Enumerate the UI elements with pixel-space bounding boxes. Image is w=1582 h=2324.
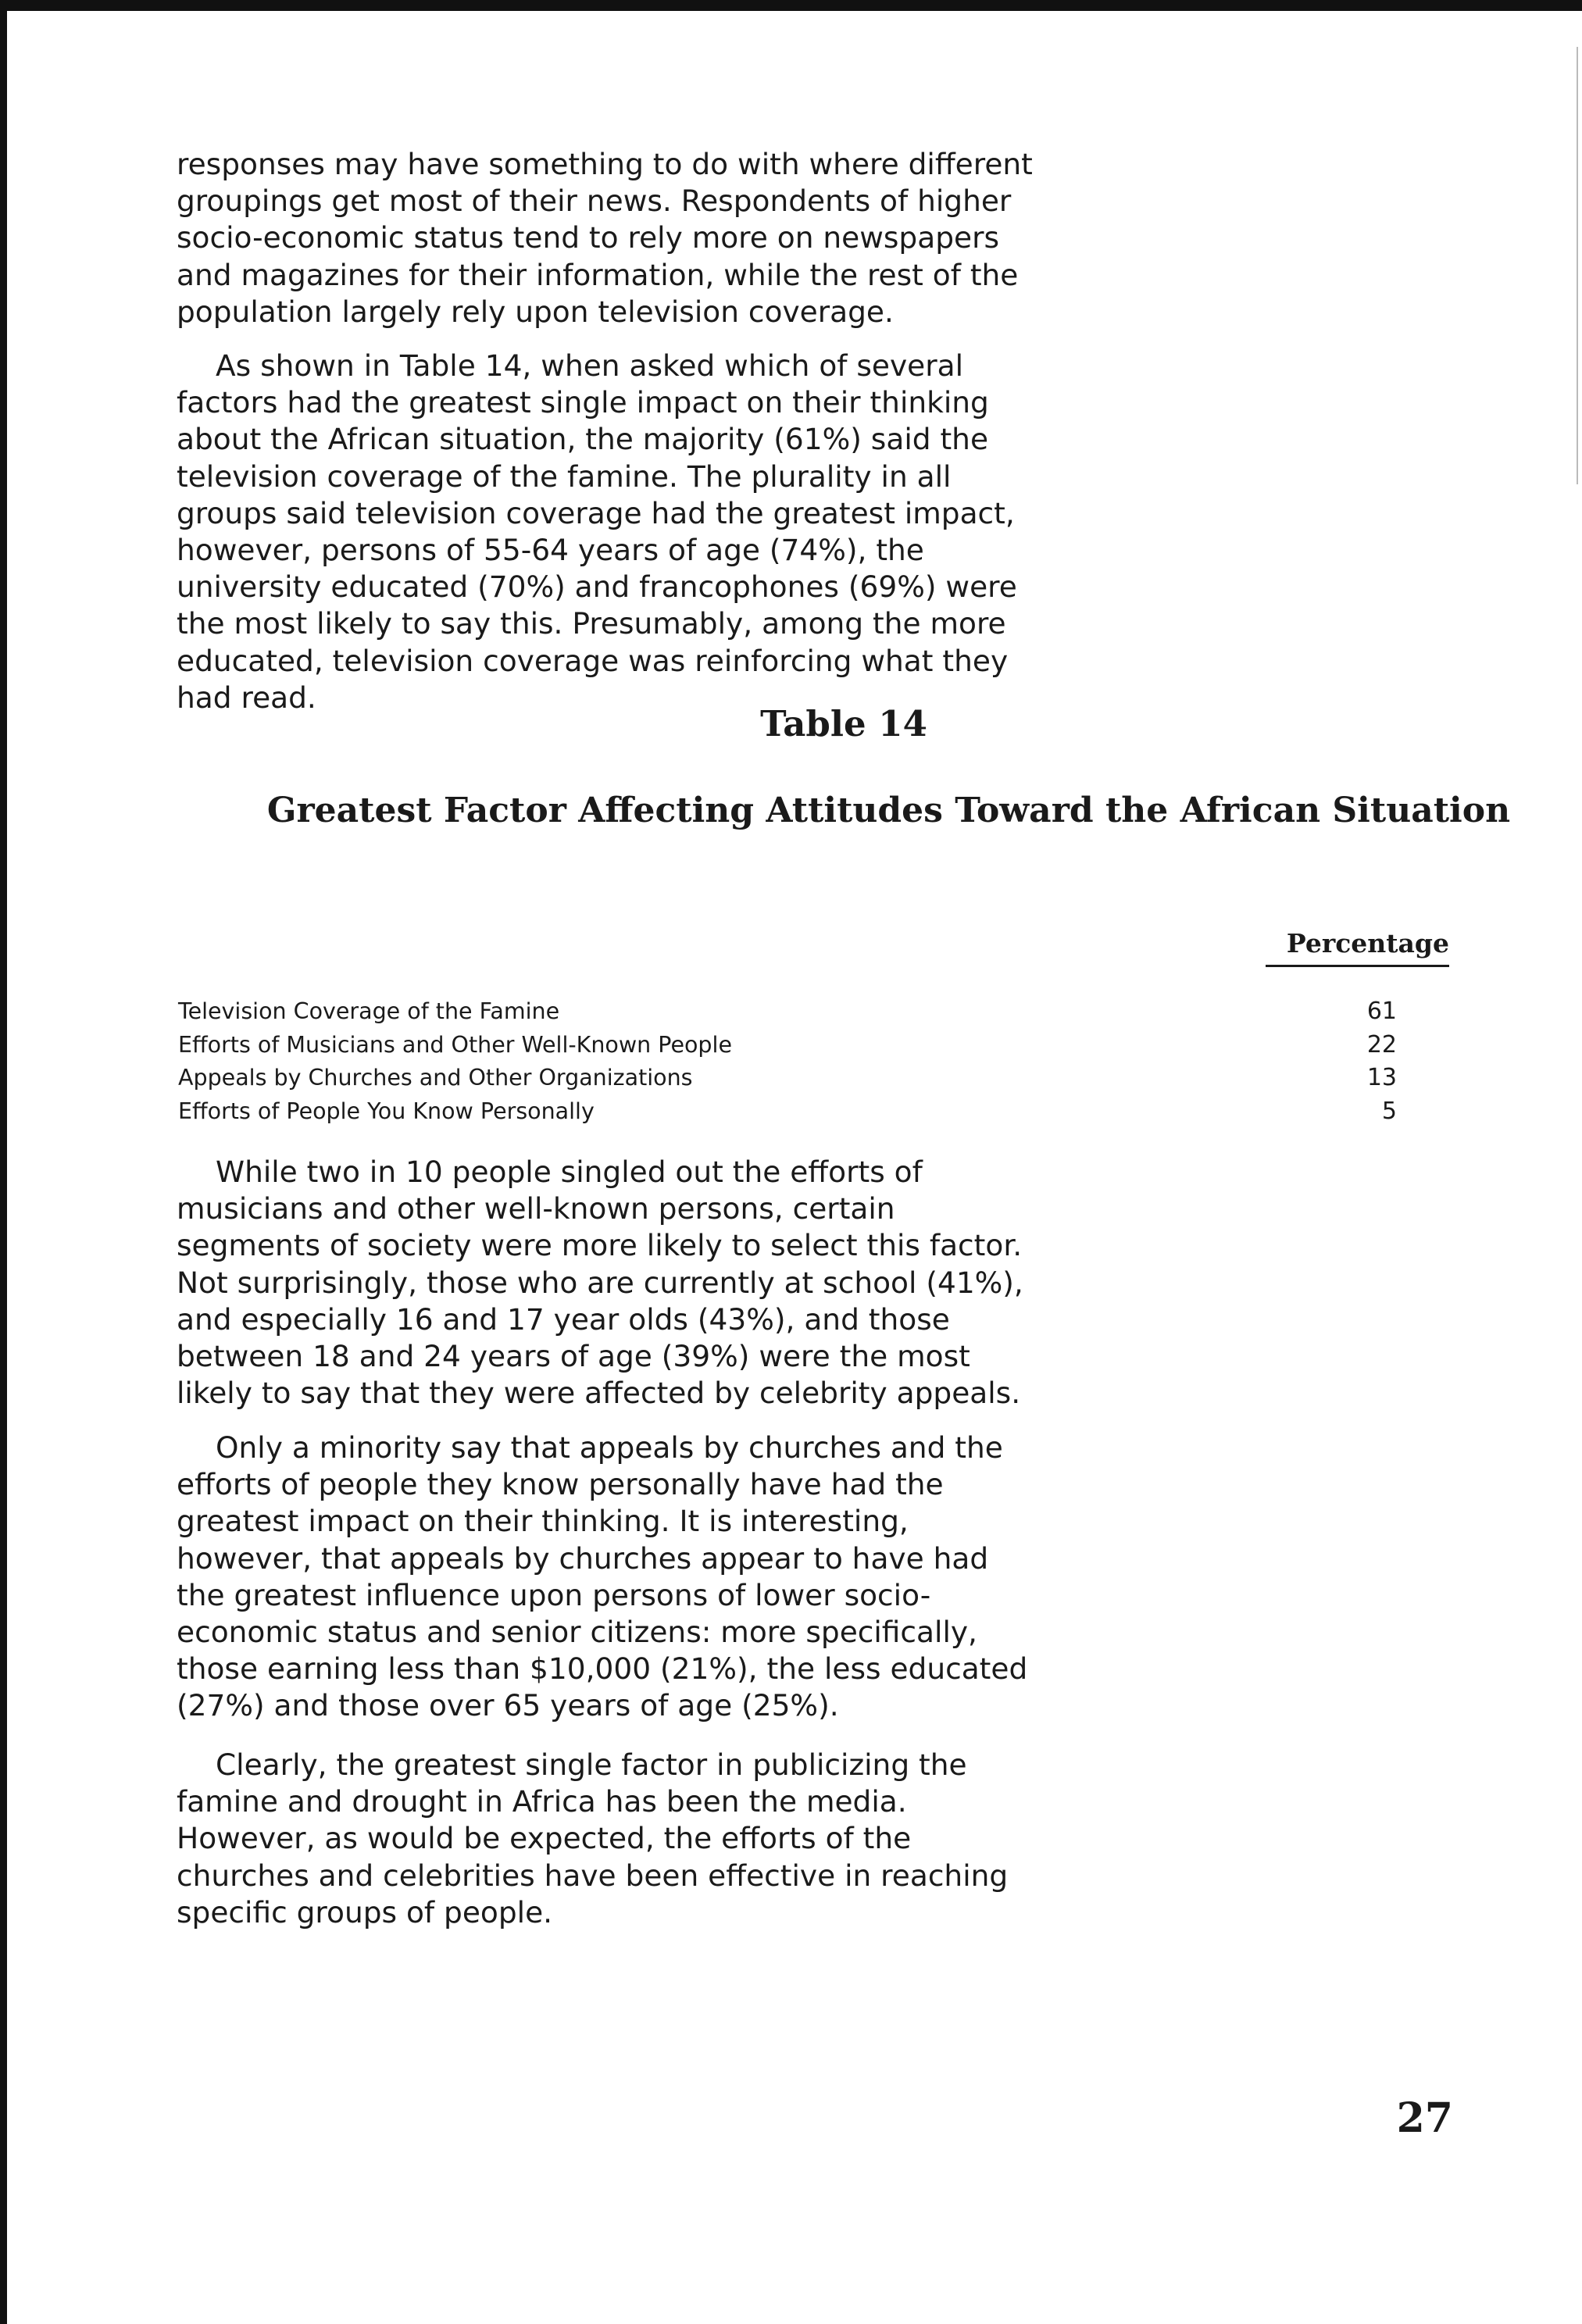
page-left-border <box>0 0 7 2324</box>
table-row-value: 22 <box>1366 1030 1397 1058</box>
body-paragraph: responses may have something to do with where different groupings get most of their news. Respondents of higher socio-economic status tend to rely more on newspapers and magazines for their information, while the rest of the population largely rely upon television coverage. <box>177 147 1033 329</box>
table-body <box>178 995 1397 1128</box>
table-row <box>178 1095 1397 1129</box>
table-row-value: 61 <box>1366 998 1397 1025</box>
page-top-border <box>0 0 1582 11</box>
page-right-edge-mark <box>1577 47 1578 484</box>
table-row <box>178 1062 1397 1095</box>
table-row-label: Television Coverage of the Famine <box>178 998 560 1024</box>
table-row-value: 13 <box>1366 1064 1397 1092</box>
body-paragraph: As shown in Table 14, when asked which of several factors had the greatest single impact on their thinking about the African situation, the majority (61%) said the television coverage of the famine. The plurality in all groups said television coverage had the greatest impact, however, persons of 55-64 years of age (74%), the university educated (70%) and francophones (69%) were the most likely to say this. Presumably, among the more educated, television coverage was reinforcing what they had read. <box>177 348 1017 715</box>
table-number: Table 14 <box>760 703 927 744</box>
body-paragraph: Clearly, the greatest single factor in publicizing the famine and drought in Africa has been the media. However, as would be expected, the efforts of the churches and celebrities have been effective in reaching specific groups of people. <box>177 1747 1009 1930</box>
body-paragraph: Only a minority say that appeals by churches and the efforts of people they know personally have had the greatest impact on their thinking. It is interesting, however, that appeals by churches appear to have had the greatest influence upon persons of lower socio-economic status and senior citizens: more specifically, those earning less than $10,000 (21%), the less educated (27%) and those over 65 years of age (25%). <box>177 1430 1028 1723</box>
table-row-value: 5 <box>1381 1097 1397 1125</box>
body-paragraph: While two in 10 people singled out the efforts of musicians and other well-known persons, certain segments of society were more likely to select this factor. Not surprisingly, those who are currently at school (41%), and especially 16 and 17 year olds (43%), and those between 18 and 24 years of age (39%) were the most likely to say that they were affected by celebrity appeals. <box>177 1155 1023 1411</box>
table-title: Greatest Factor Affecting Attitudes Toward the African Situation <box>266 791 1511 830</box>
table-row <box>178 995 1397 1029</box>
table-row-label: Efforts of Musicians and Other Well-Known People <box>178 1031 732 1058</box>
table-row-label: Efforts of People You Know Personally <box>178 1098 595 1124</box>
page-number: 27 <box>1396 2094 1453 2142</box>
table-column-header: Percentage <box>1266 927 1449 967</box>
table-row-label: Appeals by Churches and Other Organizations <box>178 1065 693 1091</box>
table-row <box>178 1029 1397 1062</box>
